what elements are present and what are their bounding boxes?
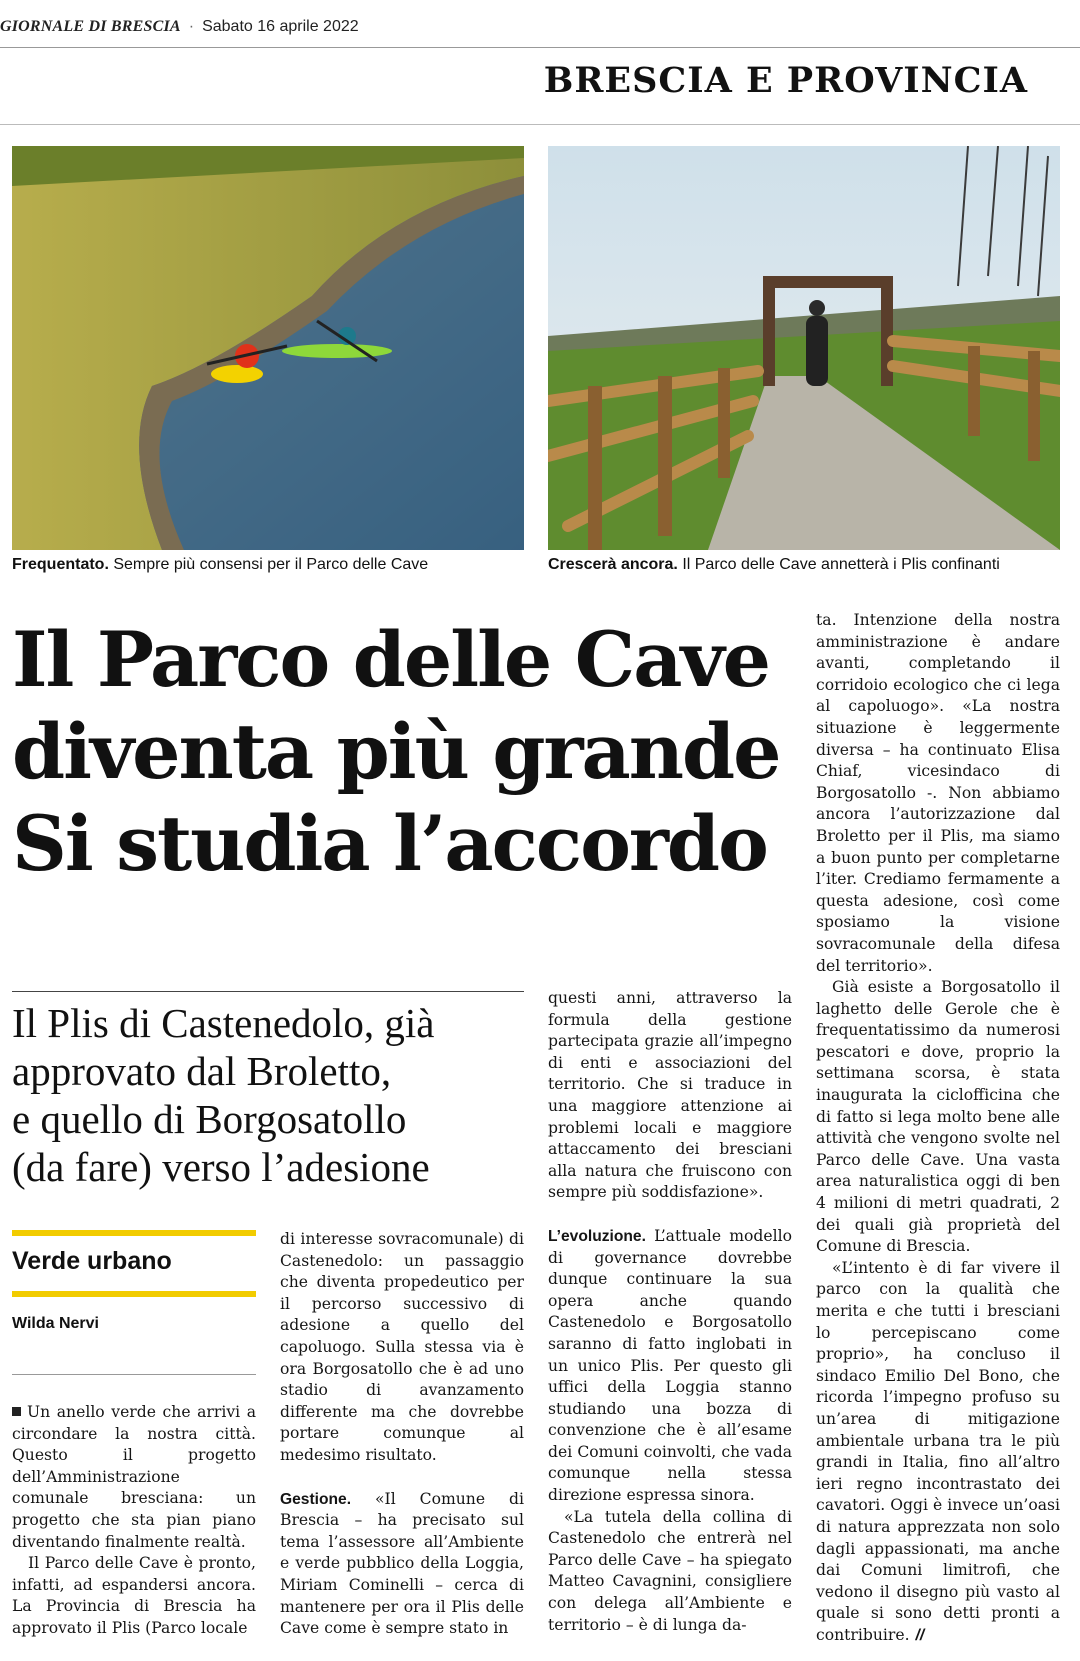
article-paragraph: di interesse sovracomunale) di Castenedolo: un passaggio che diventa propedeutico per il percorso successivo di adesione a quello del capoluogo. Sulla stessa via è ora Borgosatollo che è ad uno stadio di avanzamento differente ma che dovrebbe portare comunque al medesimo risultato. [280, 1230, 524, 1464]
subhead-line: e quello di Borgosatollo [12, 1096, 407, 1142]
subhead-line: (da fare) verso l’adesione [12, 1144, 430, 1190]
paragraph-lead: L’evoluzione. [548, 1227, 646, 1245]
headline-line: Il Parco delle Cave [12, 615, 769, 704]
article-paragraph: Un anello verde che arrivi a circondare la nostra città. Questo il progetto dell’Amministrazione comunale bresciana: un progetto che sta pian piano diventando finalmente realtà. [12, 1403, 256, 1551]
subhead-rule [12, 991, 524, 992]
caption-text: Il Parco delle Cave annetterà i Plis confinanti [682, 556, 1000, 573]
subhead-line: approvato dal Broletto, [12, 1048, 392, 1094]
caption-lead: Frequentato. [12, 556, 109, 573]
section-title: BRESCIA E PROVINCIA [543, 60, 1028, 101]
photo-kayakers [12, 146, 524, 550]
article-paragraph: Già esiste a Borgosatollo il laghetto delle Gerole che è frequentatissimo da numerosi pescatori e dove, proprio la settimana scorsa, è stata inaugurata la ciclofficina che di fatto si lega molto bene alle attività che vengono svolte nel Parco delle Cave. Una vasta area naturalistica oggi di ben 4 milioni di metri quadrati, 2 dei quali già proprietà del Comune di Brescia. [816, 978, 1060, 1256]
byline-rule [12, 1374, 256, 1375]
article-paragraph: questi anni, attraverso la formula della gestione partecipata grazie all’impegno di enti e associazioni del territorio. Che si traduce in una maggiore attenzione ai problemi locali e maggiore attaccamento dei bresciani alla natura che fruiscono con sempre più soddisfazione». [548, 989, 792, 1202]
kicker-bar-bottom [12, 1291, 256, 1297]
end-of-article-mark: // [915, 1626, 925, 1644]
masthead-separator: · [188, 18, 195, 35]
section-rule [0, 124, 1080, 125]
headline-line: Si studia l’accordo [12, 799, 767, 888]
photo-caption [12, 556, 428, 574]
headline [12, 614, 792, 890]
kicker: Verde urbano [12, 1247, 172, 1275]
subhead-line: Il Plis di Castenedolo, già [12, 1000, 435, 1046]
article-paragraph: «La tutela della collina di Castenedolo che entrerà nel Parco delle Cave – ha spiegato Matteo Cavagnini, consigliere con delega all’Ambiente e territorio – è di lunga da- [548, 1507, 792, 1634]
newspaper-name: GIORNALE DI BRESCIA [0, 18, 181, 35]
article-column-4 [816, 610, 1060, 1647]
masthead-rule [0, 47, 1080, 48]
article-paragraph: ta. Intenzione della nostra amministrazione è andare avanti, completando il corridoio ecologico che ci lega al capoluogo». «La nostra situazione è leggermente diversa – ha continuato Elisa Chiaf, vicesindaco di Borgosatollo -. Non abbiamo ancora l’autorizzazione dal Broletto per il Plis, ma siamo a buon punto per completarne l’iter. Crediamo fermamente a questa adesione, così come sposiamo la visione sovracomunale della difesa del territorio». [816, 611, 1060, 975]
article-column-2 [280, 1229, 524, 1640]
masthead [0, 18, 359, 36]
subheadline [12, 999, 532, 1191]
paragraph-lead: Gestione. [280, 1490, 352, 1508]
issue-date: Sabato 16 aprile 2022 [202, 18, 359, 35]
headline-line: diventa più grande [12, 707, 780, 796]
caption-text: Sempre più consensi per il Parco delle Cave [113, 556, 429, 573]
article-column-1 [12, 1402, 256, 1640]
caption-lead: Crescerà ancora. [548, 556, 678, 573]
photo-caption [548, 556, 1000, 574]
article-paragraph: «L’intento è di far vivere il parco con la qualità che merita e che tutti i bresciani lo percepiscano come proprio», ha concluso il sindaco Emilio Del Bono, che ricorda l’impegno profuso su un’area di mitigazione ambientale urbana tra le più grandi in Italia, fino all’altro ieri regno incontrastato dei cavatori. Oggi è invece un’oasi di natura apprezzata non solo dagli appassionati, ma anche dai Comuni limitrofi, che vedono il disegno più vasto al quale si sono detti pronti a contribuire. // [816, 1258, 1060, 1644]
article-column-3 [548, 988, 792, 1636]
article-paragraph: L’evoluzione. L’attuale modello di governance dovrebbe dunque continuare la sua opera anche quando Castenedolo e Borgosatollo saranno di fatto inglobati in un unico Plis. Per questo gli uffici della Loggia stanno studiando una bozza di convenzione che è all’esame dei Comuni coinvolti, che vada comunque nella stessa direzione espressa sinora. [548, 1226, 792, 1505]
article-paragraph: Il Parco delle Cave è pronto, infatti, ad espandersi ancora. La Provincia di Brescia ha approvato il Plis (Parco locale [12, 1554, 256, 1637]
byline: Wilda Nervi [12, 1315, 99, 1332]
photo-park-path [548, 146, 1060, 550]
article-paragraph: Gestione. «Il Comune di Brescia – ha precisato sul tema l’assessore all’Ambiente e verde pubblico della Loggia, Miriam Cominelli – cerca di mantenere per ora il Plis delle Cave come è sempre stato in [280, 1489, 524, 1638]
kicker-bar-top [12, 1230, 256, 1236]
bullet-square-icon [12, 1407, 21, 1416]
